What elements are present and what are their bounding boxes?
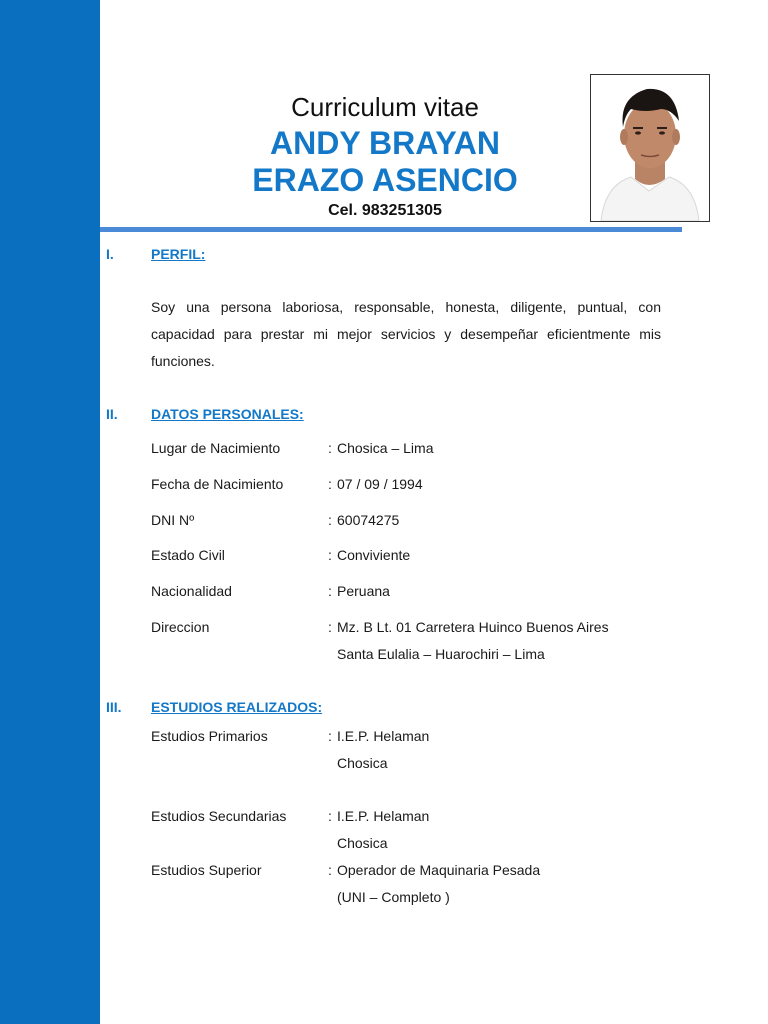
field-colon: : [328,512,332,528]
field-value-continued: Chosica [337,755,388,771]
section-number-perfil: I. [106,246,114,262]
field-label: Fecha de Nacimiento [151,476,284,492]
name-line-1: ANDY BRAYAN [270,125,500,161]
perfil-paragraph: Soy una persona laboriosa, responsable, honesta, diligente, puntual, con capacidad para prestar mi mejor servicios y desempeñar eficientmente mis funciones. [151,299,661,369]
field-label: Nacionalidad [151,583,232,599]
field-label: Estudios Superior [151,862,262,878]
field-value: I.E.P. Helaman [337,728,430,744]
field-colon: : [328,808,332,824]
field-value: Chosica – Lima [337,440,434,456]
field-value: Operador de Maquinaria Pesada [337,862,541,878]
section-title-perfil: PERFIL: [151,246,206,262]
field-value-continued: (UNI – Completo ) [337,889,450,905]
field-colon: : [328,476,332,492]
sidebar-bar [0,0,100,1024]
field-value: Conviviente [337,547,411,563]
field-label: Estado Civil [151,547,225,563]
section-title-datos: DATOS PERSONALES: [151,406,304,422]
section-number-estudios: III. [106,699,122,715]
field-colon: : [328,583,332,599]
field-value-continued: Santa Eulalia – Huarochiri – Lima [337,646,545,662]
field-value: Mz. B Lt. 01 Carretera Huinco Buenos Aires [337,619,609,635]
name-line-2: ERAZO ASENCIO [252,162,518,198]
header-divider [100,227,682,232]
field-value: Peruana [337,583,390,599]
field-value: I.E.P. Helaman [337,808,430,824]
field-value: 60074275 [337,512,400,528]
profile-photo [590,74,710,222]
field-label: Estudios Secundarias [151,808,287,824]
field-label: Estudios Primarios [151,728,268,744]
field-colon: : [328,619,332,635]
field-label: Direccion [151,619,210,635]
field-label: DNI Nº [151,512,195,528]
field-value: 07 / 09 / 1994 [337,476,423,492]
section-number-datos: II. [106,406,118,422]
field-colon: : [328,728,332,744]
field-colon: : [328,862,332,878]
field-value-continued: Chosica [337,835,388,851]
phone-number: Cel. 983251305 [328,202,442,219]
field-colon: : [328,440,332,456]
field-label: Lugar de Nacimiento [151,440,281,456]
document-title: Curriculum vitae [291,92,479,122]
section-title-estudios: ESTUDIOS REALIZADOS: [151,699,323,715]
field-colon: : [328,547,332,563]
